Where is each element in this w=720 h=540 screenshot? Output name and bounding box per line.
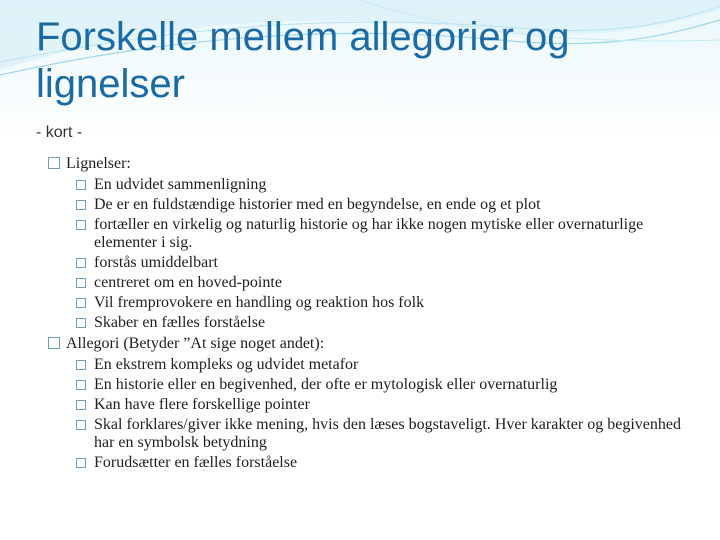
list-item: forstås umiddelbart [48,254,688,272]
square-bullet-icon [76,200,86,210]
square-bullet-icon [76,298,86,308]
list-item: Vil fremprovokere en handling og reaktion hos folk [48,294,688,312]
section-lignelser [48,154,688,332]
list-item: En ekstrem kompleks og udvidet metafor [48,356,688,374]
square-bullet-icon [76,420,86,430]
list-item: Forudsætter en fælles forståelse [48,454,688,472]
slide-title: Forskelle mellem allegorier og lignelser [36,15,570,106]
slide-subtitle: - kort - [36,124,83,141]
square-bullet-icon [76,380,86,390]
square-bullet-icon [76,258,86,268]
section-heading: Allegori (Betyder ”At sige noget andet): [48,334,688,354]
square-bullet-icon [76,458,86,468]
list-item: Kan have flere forskellige pointer [48,396,688,414]
square-bullet-icon [76,180,86,190]
square-bullet-icon [76,400,86,410]
square-bullet-icon [76,220,86,230]
list-item: En udvidet sammenligning [48,176,688,194]
list-item: centreret om en hoved-pointe [48,274,688,292]
list-item: De er en fuldstændige historier med en begyndelse, en ende og et plot [48,196,688,214]
square-bullet-icon [76,360,86,370]
slide-content [48,154,688,472]
section-heading: Lignelser: [48,154,688,174]
section-allegori [48,334,688,472]
square-bullet-icon [76,278,86,288]
square-bullet-icon [48,157,60,169]
list-item: fortæller en virkelig og naturlig historie og har ikke nogen mytiske eller overnaturlige elementer i sig. [48,216,688,252]
list-item: En historie eller en begivenhed, der ofte er mytologisk eller overnaturlig [48,376,688,394]
square-bullet-icon [48,337,60,349]
list-item: Skaber en fælles forståelse [48,314,688,332]
list-item: Skal forklares/giver ikke mening, hvis den læses bogstaveligt. Hver karakter og begivenhed har en symbolsk betydning [48,416,688,452]
square-bullet-icon [76,318,86,328]
